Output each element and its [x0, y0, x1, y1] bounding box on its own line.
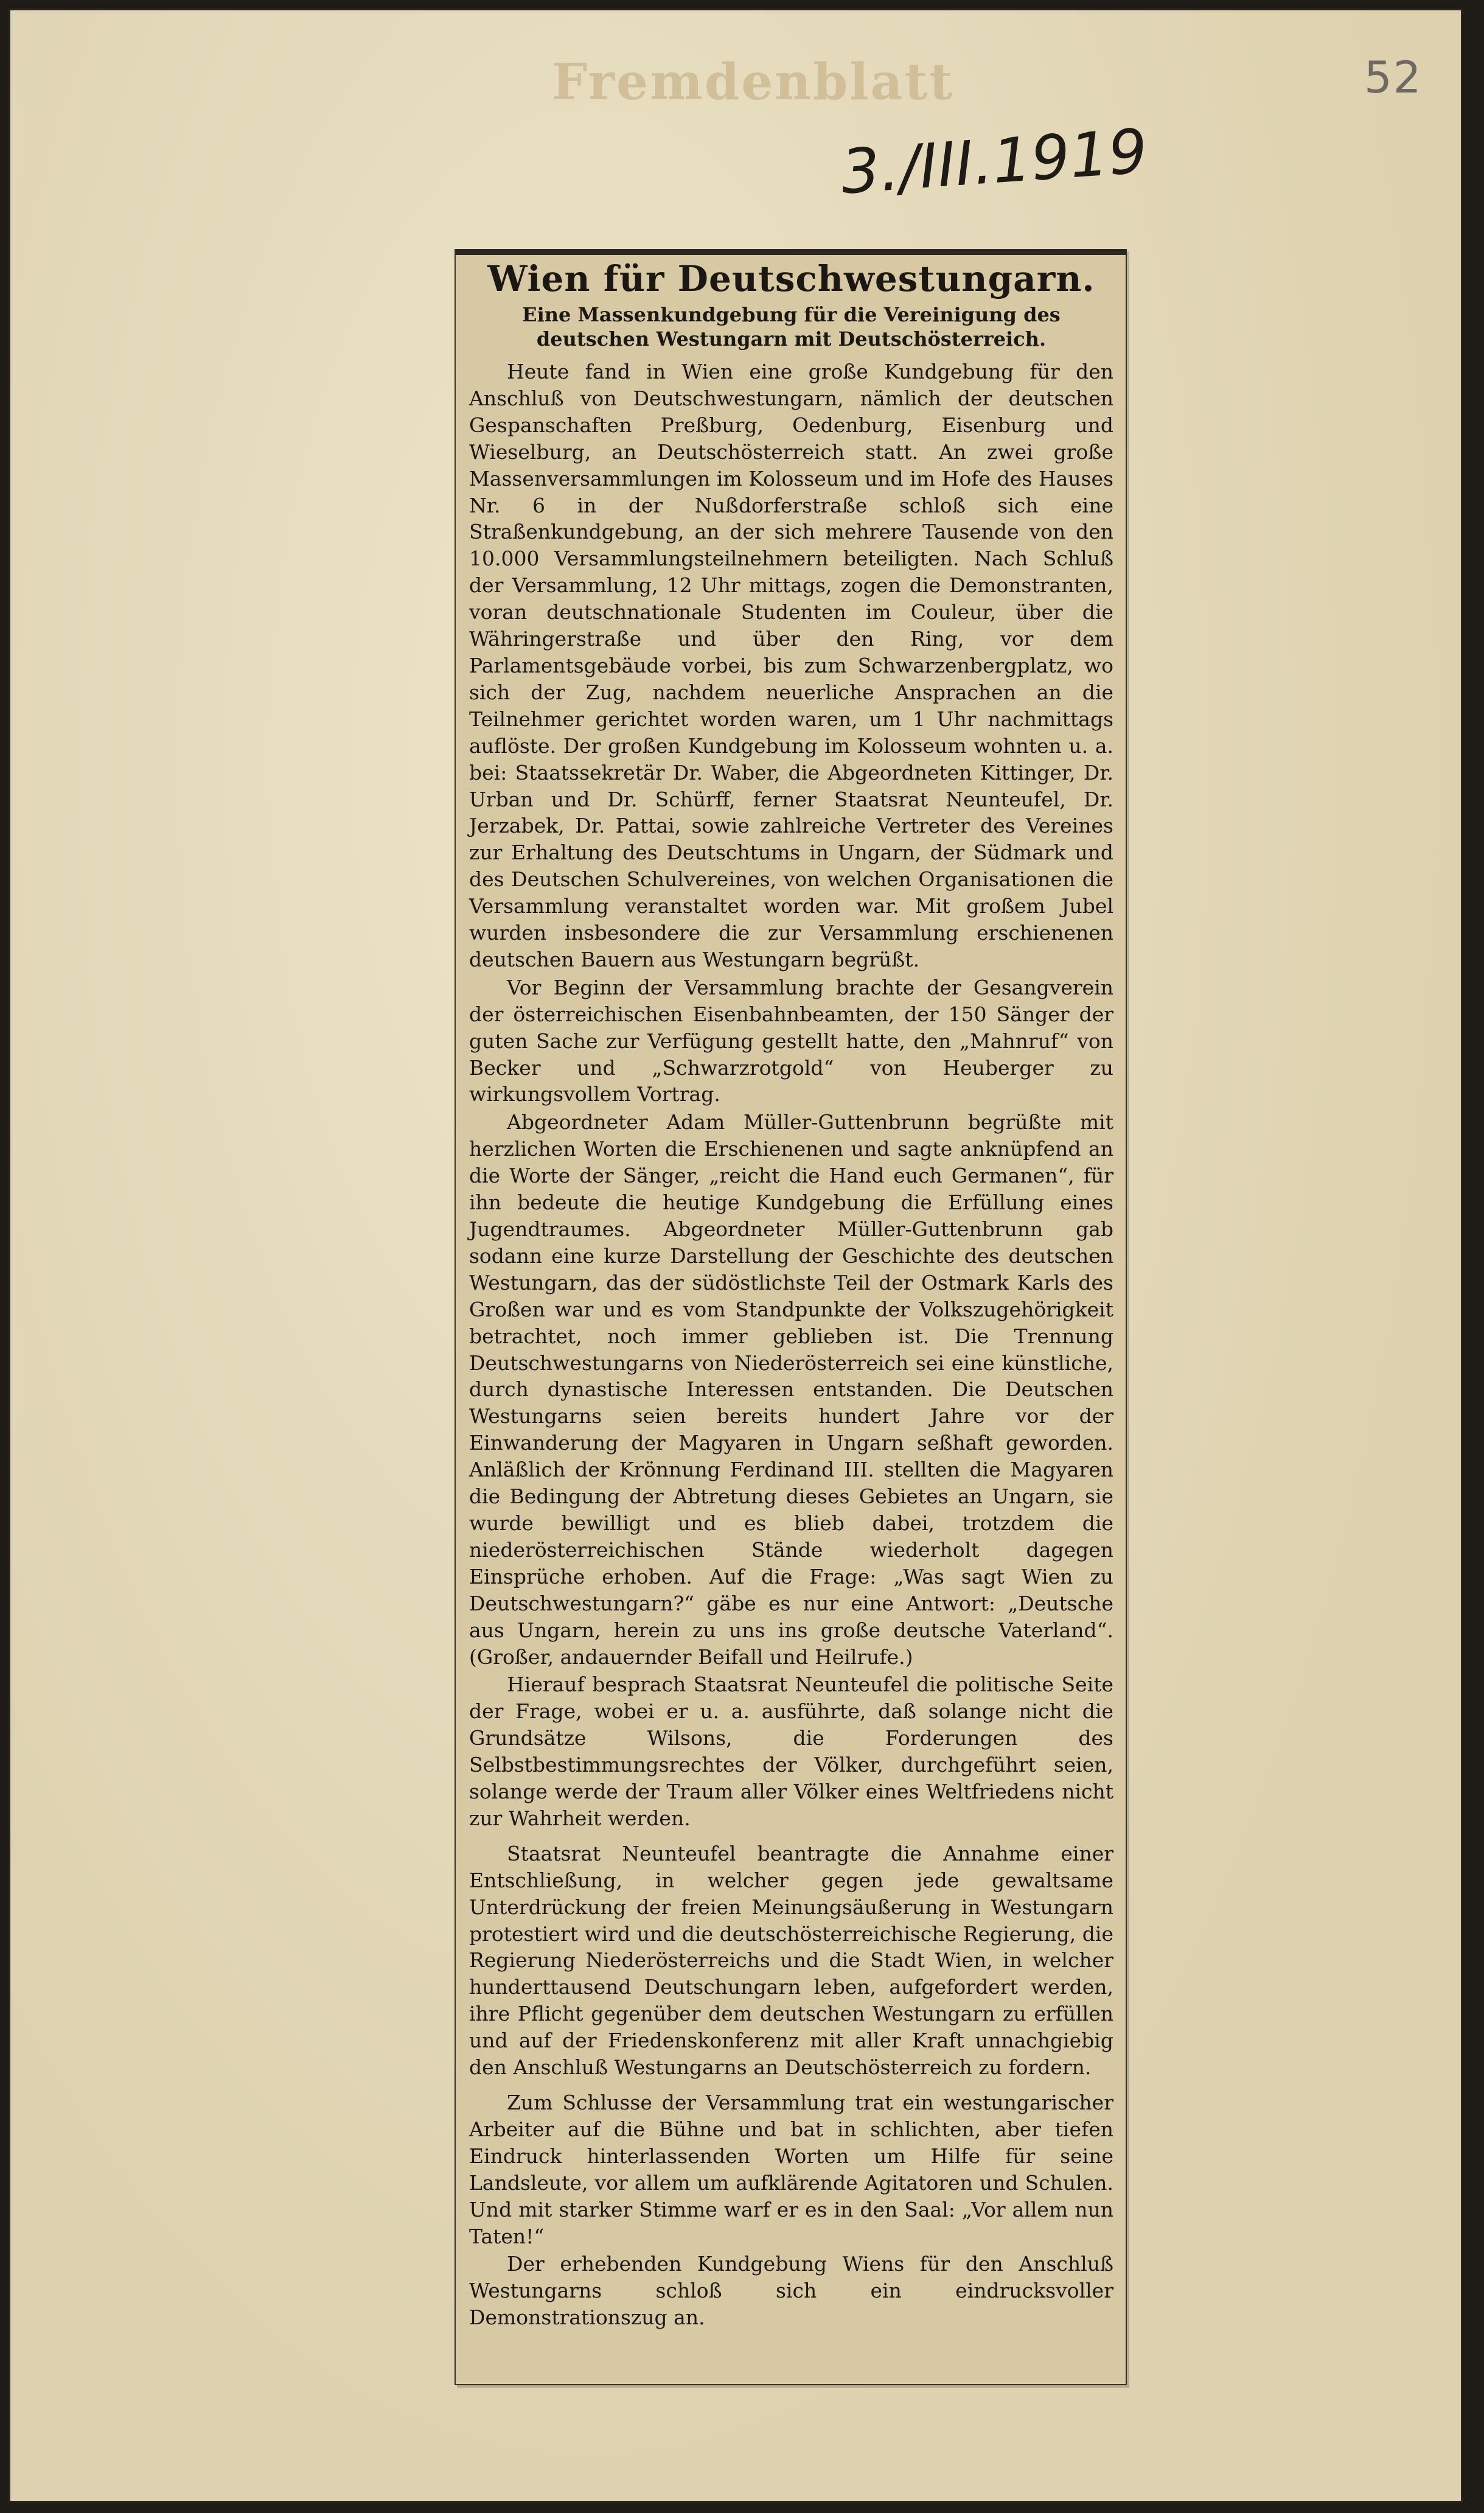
article-paragraph: Heute fand in Wien eine große Kundgebung für den Anschluß von Deutschwestungarn, nämlich der deutschen Gespanschaften Preßburg, Oedenburg, Eisenburg und Wieselburg, an Deutschösterreich statt. An zwei große Massenversammlungen im Kolosseum und im Hofe des Hauses Nr. 6 in der Nußdorferstraße schloß sich eine Straßenkundgebung, an der sich mehrere Tausende von den 10.000 Versammlungsteilnehmern beteiligten. Nach Schluß der Versammlung, 12 Uhr mittags, zogen die Demonstranten, voran deutschnationale Studenten im Couleur, über die Währingerstraße und über den Ring, vor dem Parlamentsgebäude vorbei, bis zum Schwarzenbergplatz, wo sich der Zug, nachdem neuerliche Ansprachen an die Teilnehmer gerichtet worden waren, um 1 Uhr nachmittags auflöste. Der großen Kundgebung im Kolosseum wohnten u. a. bei: Staatssekretär Dr. Waber, die Abgeordneten Kittinger, Dr. Urban und Dr. Schürff, ferner Staatsrat Neunteufel, Dr. Jerzabek, Dr. Pattai, sowie zahlreiche Vertreter des Vereines zur Erhaltung des Deutschtums in Ungarn, der Südmark und des Deutschen Schulvereines, von welchen Organisationen die Versammlung veranstaltet worden war. Mit großem Jubel wurden insbesondere die zur Versammlung erschienenen deutschen Bauern aus Westungarn begrüßt.	[469, 360, 1113, 971]
article-paragraph: Hierauf besprach Staatsrat Neunteufel die politische Seite der Frage, wobei er u. a. ausführte, daß solange nicht die Grundsätze Wilsons, die Forderungen des Selbstbestimmungsrechtes der Völker, durchgeführt seien, solange werde der Traum aller Völker eines Weltfriedens nicht zur Wahrheit werden.	[469, 1672, 1113, 1830]
article-paragraph: Vor Beginn der Versammlung brachte der Gesangverein der österreichischen Eisenbahnbeamten, der 150 Sänger der guten Sache zur Verfügung gestellt hatte, den „Mahnruf“ von Becker und „Schwarzrotgold“ von Heuberger zu wirkungsvollem Vortrag.	[469, 975, 1113, 1106]
article-paragraph: Staatsrat Neunteufel beantragte die Annahme einer Entschließung, in welcher gegen jede gewaltsame Unterdrückung der freien Meinungsäußerung in Westungarn protestiert wird und die deutschösterreichische Regierung, die Regierung Niederösterreichs und die Stadt Wien, in welcher hunderttausend Deutschungarn leben, aufgefordert werden, ihre Pflicht gegenüber dem deutschen Westungarn zu erfüllen und auf der Friedenskonferenz mit aller Kraft unnachgiebig den Anschluß Westungarns an Deutschösterreich zu fordern.	[469, 1841, 1113, 2080]
article-subheadline: Eine Massenkundgebung für die Vereinigung des deutschen Westungarn mit Deutschösterreich.	[522, 303, 1061, 351]
article-paragraph: Abgeordneter Adam Müller-Guttenbrunn begrüßte mit herzlichen Worten die Erschienenen und sagte anknüpfend an die Worte der Sänger, „reicht die Hand euch Germanen“, für ihn bedeute die heutige Kundgebung die Erfüllung eines Jugendtraumes. Abgeordneter Müller-Guttenbrunn gab sodann eine kurze Darstellung der Geschichte des deutschen Westungarn, das der südöstlichste Teil der Ostmark Karls des Großen war und es vom Standpunkte der Volkszugehörigkeit betrachtet, noch immer geblieben ist. Die Trennung Deutschwestungarns von Niederösterreich sei eine künstliche, durch dynastische Interessen entstanden. Die Deutschen Westungarns seien bereits hundert Jahre vor der Einwanderung der Magyaren in Ungarn seßhaft geworden. Anläßlich der Krönnung Ferdinand III. stellten die Magyaren die Bedingung der Abtretung dieses Gebietes an Ungarn, sie wurde bewilligt und es blieb dabei, trotzdem die niederösterreichischen Stände wiederholt dagegen Einsprüche erhoben. Auf die Frage: „Was sagt Wien zu Deutschwestungarn?“ gäbe es nur eine Antwort: „Deutsche aus Ungarn, herein zu uns ins große deutsche Vaterland“. (Großer, andauernder Beifall und Heilrufe.)	[469, 1110, 1113, 1669]
article-headline: Wien für Deutschwestungarn.	[487, 259, 1095, 299]
page-number: 52	[1364, 52, 1423, 103]
source-stamp: Fremdenblatt	[552, 53, 955, 111]
newspaper-clipping	[455, 249, 1127, 2385]
archive-sheet	[9, 9, 1463, 2503]
handwritten-date: 3./III.1919	[838, 115, 1150, 208]
article-paragraph: Der erhebenden Kundgebung Wiens für den Anschluß Westungarns schloß sich ein eindrucksvoller Demonstrationszug an.	[469, 2252, 1113, 2330]
article-paragraph: Zum Schlusse der Versammlung trat ein westungarischer Arbeiter auf die Bühne und bat in schlichten, aber tiefen Eindruck hinterlassenden Worten um Hilfe für seine Landsleute, vor allem um aufklärende Agitatoren und Schulen. Und mit starker Stimme warf er es in den Saal: „Vor allem nun Taten!“	[469, 2091, 1113, 2248]
